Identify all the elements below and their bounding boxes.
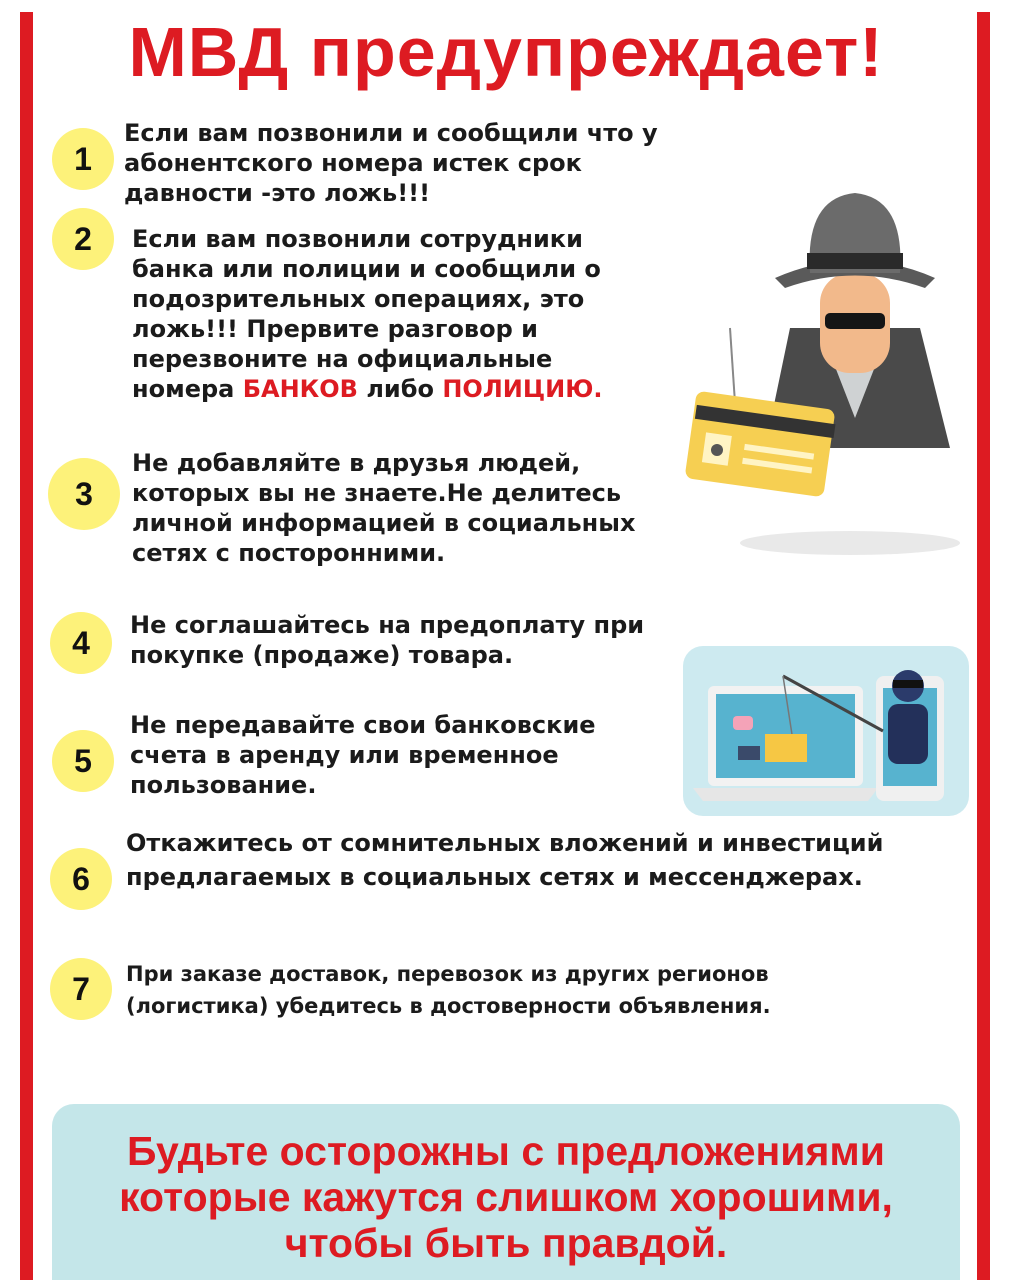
- banks-highlight: БАНКОВ: [242, 375, 358, 403]
- item-number-7: 7: [50, 958, 112, 1020]
- hacker-with-card-illustration: [670, 178, 970, 558]
- item-number-6: 6: [50, 848, 112, 910]
- warning-line-1: Будьте осторожны с предложениями: [127, 1128, 885, 1174]
- item-text-2: [132, 224, 652, 404]
- left-red-border: [20, 12, 33, 1280]
- warning-message: [52, 1128, 960, 1266]
- police-highlight: ПОЛИЦИЮ.: [442, 375, 603, 403]
- phishing-laptop-illustration: [683, 646, 969, 816]
- item-text-2-main: Если вам позвонили сотрудники банка или полиции и сообщили о подозрительных операциях, это ложь!!! Прервите разговор и перезвоните на официальные номера: [132, 225, 601, 403]
- item-text-5: Не передавайте свои банковские счета в аренду или временное пользование.: [130, 711, 596, 799]
- item-text-2-middle: либо: [357, 375, 443, 403]
- right-red-border: [977, 12, 990, 1280]
- item-text-7: При заказе доставок, перевозок из других регионов (логистика) убедитесь в достоверности объявления.: [126, 962, 771, 1018]
- item-number-5: 5: [52, 730, 114, 792]
- item-text-1: Если вам позвонили и сообщили что у абонентского номера истек срок давности -это ложь!!!: [124, 119, 658, 207]
- item-number-4: 4: [50, 612, 112, 674]
- warning-line-2: которые кажутся слишком хорошими,: [119, 1174, 893, 1220]
- item-text-6: Откажитесь от сомнительных вложений и инвестиций предлагаемых в социальных сетях и мессенджерах.: [126, 829, 884, 891]
- item-text-4: Не соглашайтесь на предоплату при покупке (продаже) товара.: [130, 611, 645, 669]
- warning-line-3: чтобы быть правдой.: [284, 1220, 728, 1266]
- page-title: МВД предупреждает!: [128, 13, 884, 91]
- item-number-3: 3: [48, 458, 120, 530]
- item-number-2: 2: [52, 208, 114, 270]
- item-text-3: Не добавляйте в друзья людей, которых вы не знаете.Не делитесь личной информацией в социальных сетях с посторонними.: [132, 449, 636, 567]
- item-number-1: 1: [52, 128, 114, 190]
